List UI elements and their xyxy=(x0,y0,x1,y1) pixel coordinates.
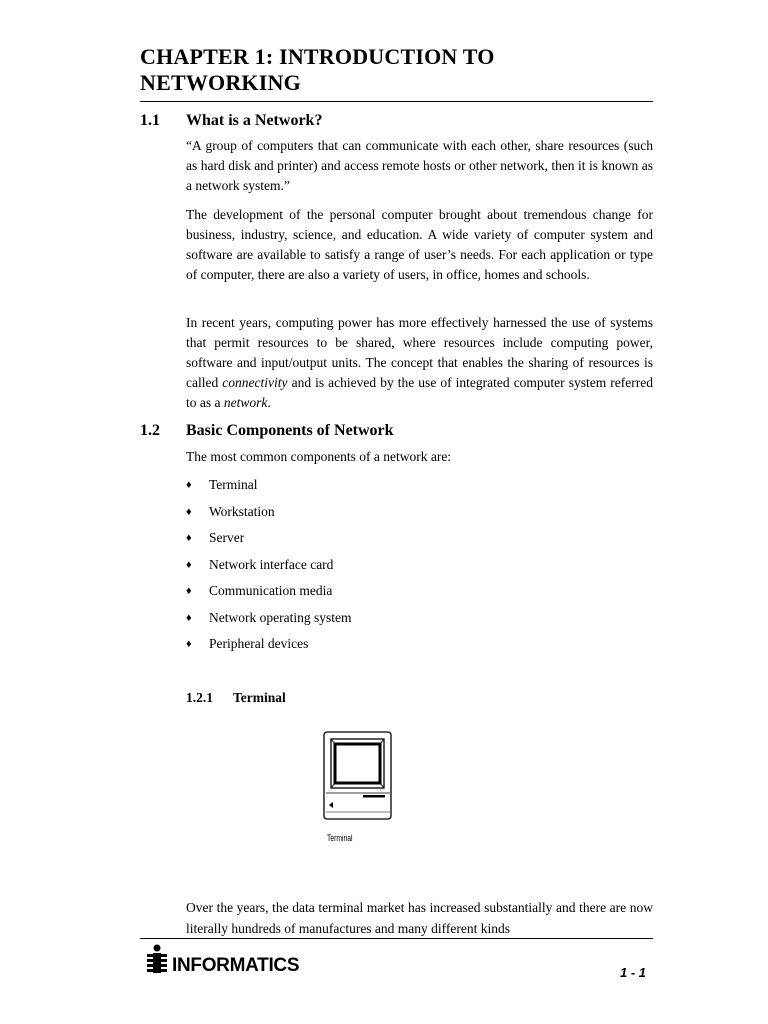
section-1-1-title: What is a Network? xyxy=(186,112,323,129)
section-1-2-number: 1.2 xyxy=(140,422,160,439)
informatics-logo-text: INFORMATICS xyxy=(172,955,300,976)
list-item xyxy=(186,556,586,583)
page-number: 1 - 1 xyxy=(620,965,647,980)
section-1-2-title: Basic Components of Network xyxy=(186,422,394,439)
component-label: Terminal xyxy=(209,477,258,492)
network-definition-quote: “A group of computers that can communicate with each other, share resources (such as hard disk and printer) and access remote hosts or other network, then it is known as a network system.” xyxy=(186,138,653,193)
list-item xyxy=(186,476,586,503)
component-label: Network interface card xyxy=(209,556,334,572)
connectivity-term: connectivity xyxy=(222,375,288,390)
component-label: Server xyxy=(209,530,245,545)
footer-divider xyxy=(140,938,653,939)
diamond-bullet-icon: ♦ xyxy=(186,505,192,518)
component-label: Network operating system xyxy=(209,609,352,625)
informatics-logo-icon xyxy=(146,944,168,974)
diamond-bullet-icon: ♦ xyxy=(186,532,192,544)
pc-development-paragraph: The development of the personal computer brought about tremendous change for business, industry, science, and education. A wide variety of computer system and software are available to satisfy a range of user’s needs. For each application or type of computer, there are also a variety of users, in office, homes and schools. xyxy=(186,207,653,282)
list-item xyxy=(186,609,586,636)
component-label: Communication media xyxy=(209,583,333,598)
diamond-bullet-icon: ♦ xyxy=(186,638,192,650)
connectivity-text-2: and is achieved by the use of integrated computer system referred to as a xyxy=(186,375,653,410)
component-label: Peripheral devices xyxy=(209,636,309,651)
connectivity-text-1: In recent years, computing power has more effectively harnessed the use of systems that permit resources to be shared, where resources include computing power, software and input/output units. The concept that enables the sharing of resources is called xyxy=(186,315,653,390)
component-label: Workstation xyxy=(209,503,275,519)
terminal-icon xyxy=(323,731,393,821)
list-item xyxy=(186,635,586,662)
diamond-bullet-icon: ♦ xyxy=(186,558,192,571)
components-intro: The most common components of a network are: xyxy=(186,449,452,464)
terminal-figure-caption: Terminal xyxy=(327,833,353,843)
components-list xyxy=(186,476,586,662)
diamond-bullet-icon: ♦ xyxy=(186,585,192,597)
title-divider xyxy=(140,101,653,102)
section-1-1-number: 1.1 xyxy=(140,112,160,129)
diamond-bullet-icon: ♦ xyxy=(186,479,192,491)
list-item xyxy=(186,503,586,530)
list-item xyxy=(186,529,586,556)
subsection-1-2-1-number: 1.2.1 xyxy=(186,690,213,705)
connectivity-text-3: . xyxy=(267,395,271,410)
subsection-1-2-1-title: Terminal xyxy=(233,690,286,705)
diamond-bullet-icon: ♦ xyxy=(186,611,192,624)
chapter-title: CHAPTER 1: INTRODUCTION TO NETWORKING xyxy=(140,44,495,95)
terminal-market-paragraph: Over the years, the data terminal market has increased substantially and there are now literally hundreds of manufactures and many different kinds xyxy=(186,900,653,936)
connectivity-paragraph xyxy=(186,313,653,413)
list-item xyxy=(186,582,586,609)
network-term: network xyxy=(223,395,268,410)
